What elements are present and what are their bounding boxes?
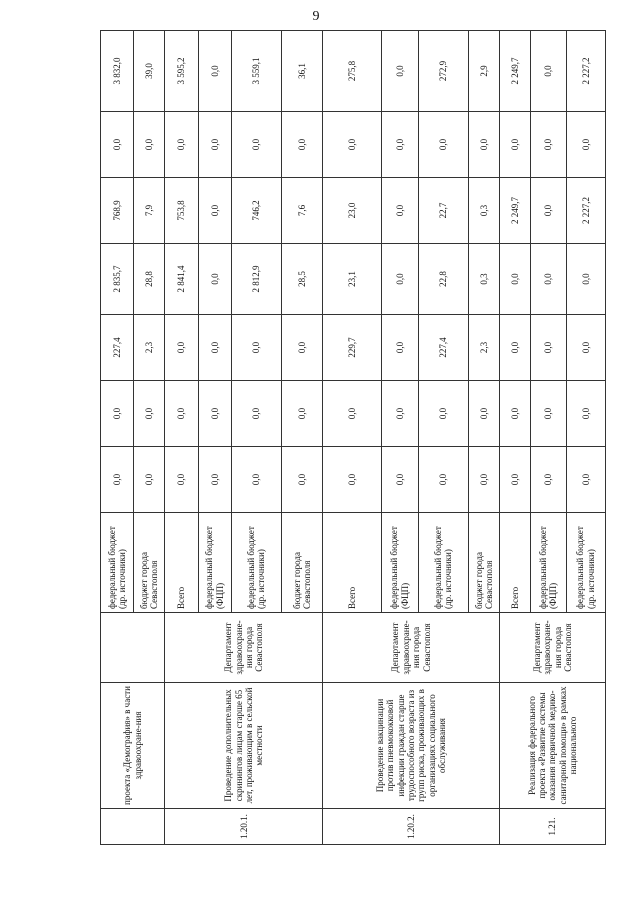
table-row bbox=[101, 31, 134, 845]
value-cell: 0,0 bbox=[281, 315, 323, 381]
value-cell: 0,0 bbox=[281, 381, 323, 447]
value-cell: 0,0 bbox=[281, 447, 323, 513]
item-number-cell bbox=[101, 809, 165, 845]
value-cell: 7,6 bbox=[281, 178, 323, 244]
value-cell: 753,8 bbox=[165, 178, 198, 244]
value-cell: 0,0 bbox=[231, 447, 281, 513]
value-cell: 2 227,2 bbox=[566, 31, 606, 112]
value-cell: 7,9 bbox=[134, 178, 165, 244]
value-cell: 0,0 bbox=[566, 381, 606, 447]
department-cell: Департамент здравоохране-ния города Севастополя bbox=[500, 613, 606, 683]
value-cell: 0,0 bbox=[198, 178, 231, 244]
funding-source-cell: Всего bbox=[165, 513, 198, 613]
value-cell: 0,0 bbox=[101, 112, 134, 178]
funding-source-cell: бюджет города Севастополя bbox=[281, 513, 323, 613]
value-cell: 2 227,2 bbox=[566, 178, 606, 244]
table-row bbox=[165, 31, 198, 845]
value-cell: 0,0 bbox=[198, 112, 231, 178]
value-cell: 2,3 bbox=[134, 315, 165, 381]
value-cell: 746,2 bbox=[231, 178, 281, 244]
item-name-cell: Проведение дополнительных скринингов лицам старше 65 лет, проживающим в сельской местности bbox=[165, 683, 323, 809]
item-number-cell: 1.21. bbox=[500, 809, 606, 845]
funding-source-cell: Всего bbox=[500, 513, 531, 613]
value-cell: 22,8 bbox=[418, 244, 468, 315]
item-name-cell: проекта «Демография» в части здравоохране-ния bbox=[101, 683, 165, 809]
item-number-cell: 1.20.2. bbox=[323, 809, 500, 845]
value-cell: 0,0 bbox=[500, 244, 531, 315]
value-cell: 0,0 bbox=[134, 112, 165, 178]
value-cell: 23,0 bbox=[323, 178, 381, 244]
value-cell: 0,3 bbox=[468, 244, 499, 315]
value-cell: 2 812,9 bbox=[231, 244, 281, 315]
value-cell: 3 832,0 bbox=[101, 31, 134, 112]
value-cell: 0,0 bbox=[566, 112, 606, 178]
value-cell: 0,0 bbox=[566, 315, 606, 381]
value-cell: 0,0 bbox=[381, 244, 418, 315]
value-cell: 0,0 bbox=[566, 244, 606, 315]
value-cell: 0,0 bbox=[468, 112, 499, 178]
value-cell: 0,0 bbox=[418, 447, 468, 513]
item-number-cell: 1.20.1. bbox=[165, 809, 323, 845]
value-cell: 0,0 bbox=[418, 112, 468, 178]
funding-source-cell: бюджет города Севастополя bbox=[468, 513, 499, 613]
funding-source-cell: федеральный бюджет (др. источники) bbox=[231, 513, 281, 613]
value-cell: 0,0 bbox=[101, 381, 134, 447]
funding-source-cell: бюджет города Севастополя bbox=[134, 513, 165, 613]
value-cell: 227,4 bbox=[101, 315, 134, 381]
funding-source-cell: федеральный бюджет (ФЦП) bbox=[531, 513, 566, 613]
value-cell: 2 249,7 bbox=[500, 178, 531, 244]
value-cell: 272,9 bbox=[418, 31, 468, 112]
department-cell bbox=[101, 613, 165, 683]
value-cell: 0,0 bbox=[500, 112, 531, 178]
value-cell: 22,7 bbox=[418, 178, 468, 244]
value-cell: 2 249,7 bbox=[500, 31, 531, 112]
value-cell: 0,0 bbox=[165, 112, 198, 178]
value-cell: 28,8 bbox=[134, 244, 165, 315]
funding-source-cell: Всего bbox=[323, 513, 381, 613]
value-cell: 0,0 bbox=[198, 244, 231, 315]
value-cell: 0,0 bbox=[101, 447, 134, 513]
value-cell: 0,0 bbox=[500, 381, 531, 447]
funding-source-cell: федеральный бюджет (ФЦП) bbox=[381, 513, 418, 613]
value-cell: 0,0 bbox=[381, 381, 418, 447]
value-cell: 0,0 bbox=[500, 315, 531, 381]
value-cell: 0,0 bbox=[323, 112, 381, 178]
value-cell: 0,0 bbox=[531, 244, 566, 315]
value-cell: 0,0 bbox=[231, 381, 281, 447]
value-cell: 0,3 bbox=[468, 178, 499, 244]
value-cell: 0,0 bbox=[418, 381, 468, 447]
value-cell: 227,4 bbox=[418, 315, 468, 381]
value-cell: 2,9 bbox=[468, 31, 499, 112]
value-cell: 0,0 bbox=[566, 447, 606, 513]
value-cell: 0,0 bbox=[381, 447, 418, 513]
value-cell: 0,0 bbox=[231, 315, 281, 381]
value-cell: 0,0 bbox=[531, 447, 566, 513]
value-cell: 39,0 bbox=[134, 31, 165, 112]
value-cell: 0,0 bbox=[381, 112, 418, 178]
value-cell: 0,0 bbox=[323, 447, 381, 513]
value-cell: 0,0 bbox=[198, 381, 231, 447]
table-row bbox=[323, 31, 381, 845]
value-cell: 0,0 bbox=[381, 178, 418, 244]
department-cell: Департамент здравоохране-ния города Севастополя bbox=[165, 613, 323, 683]
value-cell: 2,3 bbox=[468, 315, 499, 381]
value-cell: 0,0 bbox=[500, 447, 531, 513]
value-cell: 0,0 bbox=[381, 315, 418, 381]
value-cell: 0,0 bbox=[323, 381, 381, 447]
value-cell: 0,0 bbox=[531, 315, 566, 381]
budget-table bbox=[100, 30, 606, 845]
funding-source-cell: федеральный бюджет (др. источники) bbox=[101, 513, 134, 613]
value-cell: 0,0 bbox=[198, 315, 231, 381]
value-cell: 0,0 bbox=[468, 381, 499, 447]
value-cell: 0,0 bbox=[198, 31, 231, 112]
item-name-cell: Реализация федерального проекта «Развитие системы оказания первичной медико-санитарной помощи» в рамках национального bbox=[500, 683, 606, 809]
value-cell: 0,0 bbox=[165, 381, 198, 447]
item-name-cell: Проведение вакцинации против пневмококковой инфекции граждан старше трудоспособного возраста из групп риска, проживающих в организациях социального обслуживания bbox=[323, 683, 500, 809]
value-cell: 0,0 bbox=[134, 447, 165, 513]
funding-source-cell: федеральный бюджет (др. источники) bbox=[566, 513, 606, 613]
value-cell: 2 841,4 bbox=[165, 244, 198, 315]
rotated-table-wrapper bbox=[100, 31, 606, 845]
value-cell: 36,1 bbox=[281, 31, 323, 112]
value-cell: 275,8 bbox=[323, 31, 381, 112]
value-cell: 23,1 bbox=[323, 244, 381, 315]
value-cell: 0,0 bbox=[381, 31, 418, 112]
value-cell: 0,0 bbox=[165, 447, 198, 513]
value-cell: 2 835,7 bbox=[101, 244, 134, 315]
table-row bbox=[500, 31, 531, 845]
value-cell: 0,0 bbox=[165, 315, 198, 381]
value-cell: 0,0 bbox=[531, 31, 566, 112]
value-cell: 0,0 bbox=[134, 381, 165, 447]
value-cell: 0,0 bbox=[531, 112, 566, 178]
value-cell: 0,0 bbox=[281, 112, 323, 178]
value-cell: 0,0 bbox=[531, 178, 566, 244]
value-cell: 0,0 bbox=[468, 447, 499, 513]
funding-source-cell: федеральный бюджет (др. источники) bbox=[418, 513, 468, 613]
value-cell: 0,0 bbox=[531, 381, 566, 447]
value-cell: 0,0 bbox=[231, 112, 281, 178]
funding-source-cell: федеральный бюджет (ФЦП) bbox=[198, 513, 231, 613]
page-number: 9 bbox=[312, 9, 320, 24]
value-cell: 28,5 bbox=[281, 244, 323, 315]
value-cell: 3 559,1 bbox=[231, 31, 281, 112]
value-cell: 768,9 bbox=[101, 178, 134, 244]
value-cell: 0,0 bbox=[198, 447, 231, 513]
value-cell: 3 595,2 bbox=[165, 31, 198, 112]
value-cell: 229,7 bbox=[323, 315, 381, 381]
department-cell: Департамент здравоохране-ния города Севастополя bbox=[323, 613, 500, 683]
